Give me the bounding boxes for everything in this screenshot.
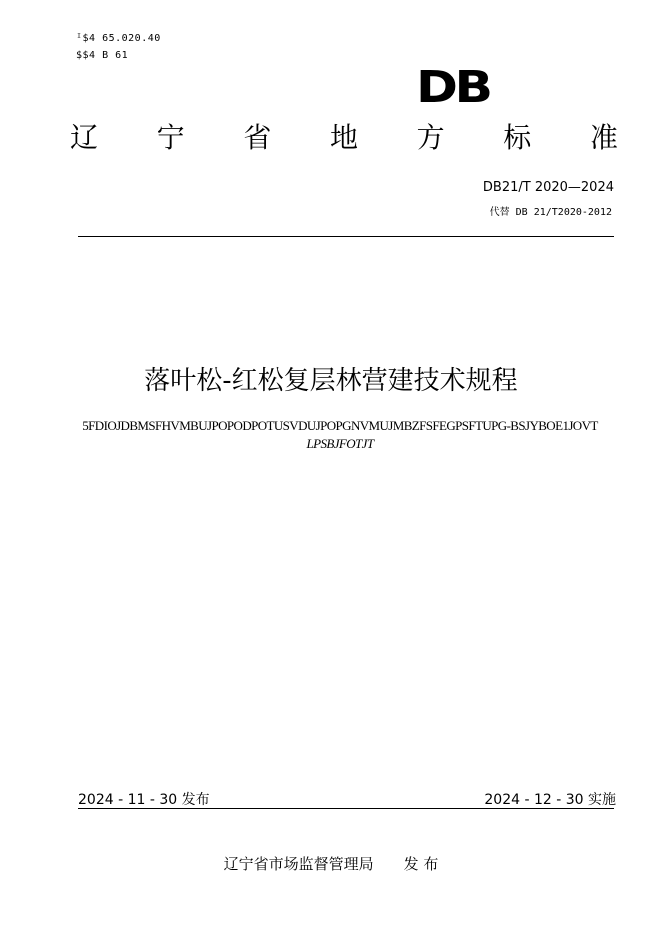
ics-code: ᴵ$4 65.020.40 xyxy=(76,33,161,44)
standard-category-title xyxy=(70,121,618,154)
implement-date: 2024 - 12 - 30 实施 xyxy=(484,792,616,808)
document-title: 落叶松-红松复层林营建技术规程 xyxy=(144,366,518,396)
english-title-line: LPSBJFOTJT xyxy=(306,436,374,451)
title-char: 宁 xyxy=(156,121,185,154)
english-title-line: 5FDIOJDBMSFHVMBUJPOPODPOTUSVDUJPOPGNVMUJMBZFSFEGPSFTUPG-BSJYBOE1JOVT xyxy=(82,418,598,433)
title-char: 辽 xyxy=(70,121,99,154)
publisher-name: 辽宁省市场监督管理局 xyxy=(223,855,374,873)
title-char: 准 xyxy=(589,121,618,154)
issue-date: 2024 - 11 - 30 发布 xyxy=(78,792,210,808)
standard-number: DB21/T 2020—2024 xyxy=(482,180,614,195)
title-char: 地 xyxy=(329,121,358,154)
db-logo: DB xyxy=(416,62,490,113)
ccs-code: $$4 B 61 xyxy=(76,50,129,61)
title-char: 方 xyxy=(416,121,445,154)
publisher-action: 发 布 xyxy=(403,855,439,873)
title-char: 省 xyxy=(243,121,272,154)
header-divider xyxy=(78,236,614,237)
english-title xyxy=(80,417,600,453)
replaces-standard: 代替 DB 21/T2020-2012 xyxy=(489,207,612,218)
title-char: 标 xyxy=(503,121,532,154)
footer-divider xyxy=(78,808,614,809)
publisher xyxy=(0,853,662,874)
